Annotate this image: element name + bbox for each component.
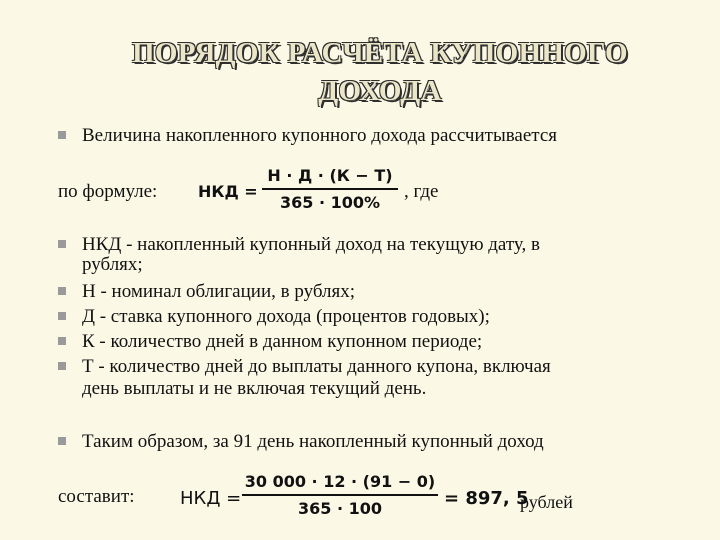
definition-nkd-line-2: рублях; <box>82 254 143 275</box>
bullet-square-icon <box>58 131 66 139</box>
intro-text-line-2: по формуле: <box>58 181 158 202</box>
formula-calculation-numerator: 30 000 · 12 · (91 − 0) <box>244 472 436 491</box>
definition-d: Д - ставка купонного дохода (процентов годовых); <box>82 306 490 327</box>
bullet-square-icon <box>58 287 66 295</box>
definition-t-line-1: Т - количество дней до выплаты данного купона, включая <box>82 356 551 377</box>
definition-nkd-line-1: НКД - накопленный купонный доход на текущую дату, в <box>82 234 540 255</box>
definition-k: К - количество дней в данном купонном периоде; <box>82 331 483 352</box>
conclusion-line-1: Таким образом, за 91 день накопленный купонный доход <box>82 431 544 452</box>
formula-calculation-result: = 897, 5 <box>444 488 529 509</box>
conclusion-line-2: составит: <box>58 486 135 507</box>
formula-calculation-fraction <box>242 472 438 518</box>
formula-calculation-denominator: 365 · 100 <box>297 499 382 518</box>
bullet-square-icon <box>58 312 66 320</box>
bullet-square-icon <box>58 437 66 445</box>
formula-nkd-lhs: НКД = <box>198 182 258 201</box>
intro-text-line-1: Величина накопленного купонного дохода рассчитывается <box>82 125 557 146</box>
formula-calculation-lhs: НКД = <box>180 488 242 509</box>
page-title-line-2: ДОХОДА <box>318 75 442 107</box>
bullet-square-icon <box>58 240 66 248</box>
formula-nkd-fraction <box>262 166 398 212</box>
formula-nkd-denominator: 365 · 100% <box>279 193 381 212</box>
formula-nkd-numerator: Н · Д · (К − Т) <box>267 166 393 185</box>
definition-t-line-2: день выплаты и не включая текущий день. <box>82 378 427 399</box>
bullet-square-icon <box>58 337 66 345</box>
formula-calculation-unit: рублей <box>520 492 573 512</box>
bullet-square-icon <box>58 362 66 370</box>
formula-suffix: , где <box>404 181 439 202</box>
page-title-line-1: ПОРЯДОК РАСЧЁТА КУПОННОГО <box>132 37 628 69</box>
definition-n: Н - номинал облигации, в рублях; <box>82 281 356 302</box>
page-title <box>0 34 720 110</box>
